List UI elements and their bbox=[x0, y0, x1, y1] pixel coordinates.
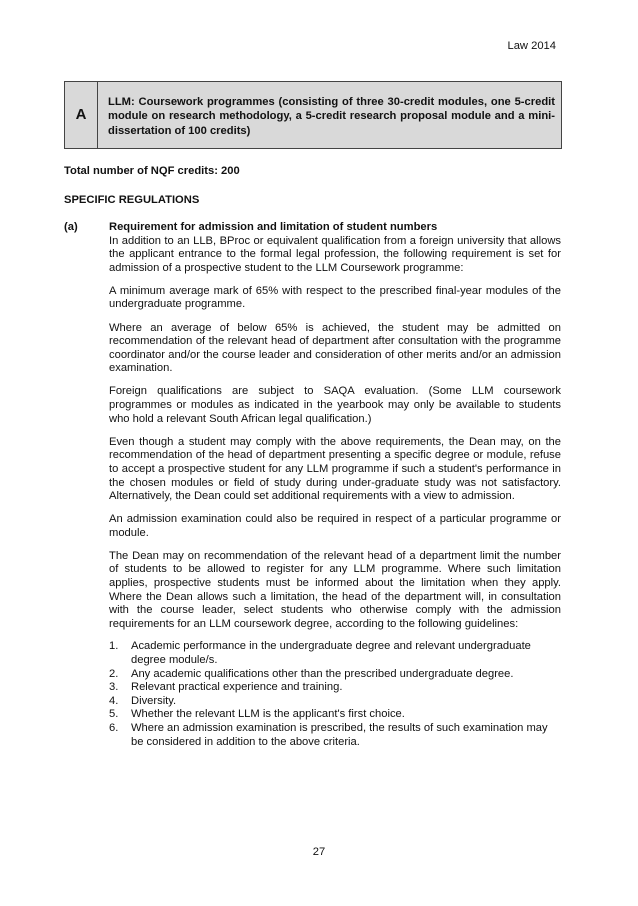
paragraph: Foreign qualifications are subject to SAQA evaluation. (Some LLM coursework programmes or modules as indicated in the yearbook may only be available to students who hold a relevant South African legal qualification.) bbox=[109, 385, 561, 425]
list-number: 1. bbox=[109, 640, 119, 653]
list-item bbox=[109, 722, 561, 749]
guidelines-list bbox=[109, 640, 561, 749]
list-item bbox=[109, 708, 561, 722]
paragraph: In addition to an LLB, BProc or equivalent qualification from a foreign university that allows the applicant entrance to the formal legal profession, the following requirement is set for admission of a prospective student to the LLM Coursework programme: bbox=[109, 234, 561, 274]
running-head: Law 2014 bbox=[507, 40, 556, 52]
paragraph: The Dean may on recommendation of the relevant head of a department limit the number of students to be allowed to register for any LLM programme. Where such limitation applies, prospective students must be informed about the limitation when they apply. Where the Dean allows such a limitation, the head of the department will, in consultation with the course leader, select students who otherwise comply with the admission requirements for an LLM coursework degree, according to the following guidelines: bbox=[109, 549, 561, 630]
list-item bbox=[109, 681, 561, 695]
list-item bbox=[109, 668, 561, 682]
specific-regulations-heading: SPECIFIC REGULATIONS bbox=[64, 194, 200, 206]
list-item bbox=[109, 695, 561, 709]
list-text: Diversity. bbox=[131, 694, 177, 707]
programme-title: LLM: Coursework programmes (consisting of three 30-credit modules, one 5-credit module on research methodology, a 5-credit research proposal module and a mini-dissertation of 100 credits) bbox=[108, 96, 555, 137]
section-content bbox=[109, 221, 561, 749]
list-item bbox=[109, 640, 561, 667]
page-number: 27 bbox=[312, 846, 326, 858]
paragraph: An admission examination could also be required in respect of a particular programme or module. bbox=[109, 513, 561, 539]
credits-line: Total number of NQF credits: 200 bbox=[64, 165, 240, 177]
list-text: Where an admission examination is prescribed, the results of such examination may be considered in addition to the above criteria. bbox=[131, 722, 548, 748]
list-number: 5. bbox=[109, 708, 119, 721]
list-number: 6. bbox=[109, 722, 119, 734]
list-number: 3. bbox=[109, 681, 119, 694]
paragraph: A minimum average mark of 65% with respect to the prescribed final-year modules of the undergraduate programme. bbox=[109, 284, 561, 311]
paragraph: Even though a student may comply with the above requirements, the Dean may, on the recommendation of the head of department presenting a specific degree or module, refuse to accept a prospective student for any LLM programme if such a student's performance in the chosen modules or field of study during under-graduate study was not satisfactory. Alternatively, the Dean could set additional requirements with a view to admission. bbox=[109, 435, 561, 503]
list-text: Relevant practical experience and training. bbox=[131, 681, 343, 694]
list-text: Whether the relevant LLM is the applicant's first choice. bbox=[131, 708, 405, 721]
section-label: (a) bbox=[64, 221, 78, 233]
paragraph: Where an average of below 65% is achieved, the student may be admitted on recommendation of the relevant head of department after consultation with the programme coordinator and/or the course leader and consideration of other merits and/or an admission examination. bbox=[109, 321, 561, 375]
list-text: Academic performance in the undergraduate degree and relevant undergraduate degree module/s. bbox=[131, 640, 531, 667]
list-number: 2. bbox=[109, 667, 119, 680]
programme-box bbox=[64, 81, 562, 149]
list-text: Any academic qualifications other than the prescribed undergraduate degree. bbox=[131, 667, 514, 680]
programme-letter: A bbox=[65, 82, 98, 148]
list-number: 4. bbox=[109, 694, 119, 707]
section-heading: Requirement for admission and limitation of student numbers bbox=[109, 221, 438, 233]
